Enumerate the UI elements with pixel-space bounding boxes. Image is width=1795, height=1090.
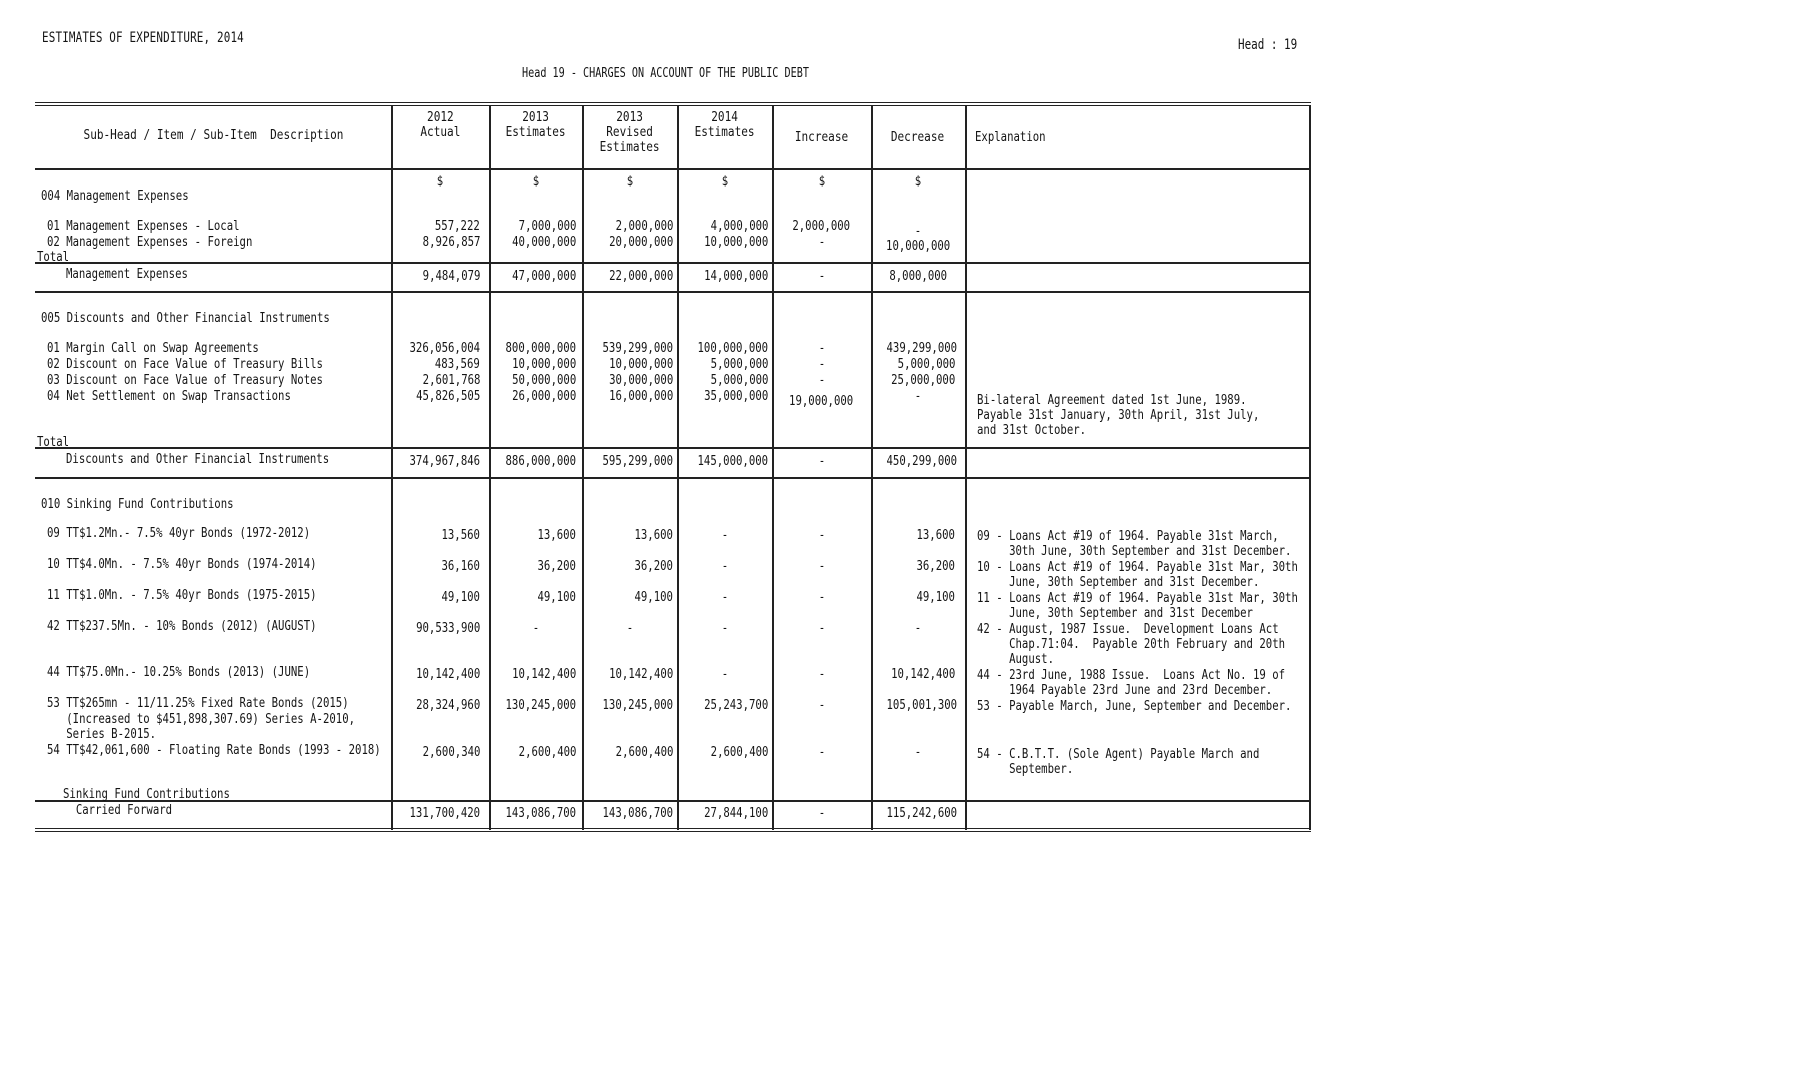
- explanation-text: 53 - Payable March, June, September and December.: [977, 699, 1292, 714]
- currency-symbol: $: [818, 174, 825, 189]
- total-2014-estimates: 27,844,100: [703, 806, 768, 821]
- value-2013-revised: 13,600: [634, 528, 673, 543]
- value-2013-revised: 10,142,400: [608, 667, 673, 682]
- value-decrease: 49,100: [916, 590, 955, 605]
- value-decrease: 25,000,000: [890, 373, 955, 388]
- value-2013-estimates: 800,000,000: [505, 341, 576, 356]
- value-2013-revised: 2,600,400: [615, 745, 673, 760]
- value-2014-estimates: -: [721, 590, 728, 605]
- value-decrease: -: [914, 224, 922, 239]
- value-2012-actual: 326,056,004: [409, 341, 480, 356]
- currency-symbol: $: [626, 174, 633, 189]
- total-description: Management Expenses: [66, 267, 188, 282]
- item-description: 04 Net Settlement on Swap Transactions: [47, 389, 291, 404]
- value-2013-estimates: -: [532, 621, 539, 636]
- total-2013-estimates: 47,000,000: [511, 269, 576, 284]
- total-2014-estimates: 14,000,000: [703, 269, 768, 284]
- item-description: 10 TT$4.0Mn. - 7.5% 40yr Bonds (1974-2014): [47, 557, 317, 572]
- value-2013-revised: 2,000,000: [615, 219, 673, 234]
- col-header-2013-revised: 2013 Revised Estimates: [599, 109, 660, 155]
- value-2013-estimates: 2,600,400: [518, 745, 576, 760]
- value-2012-actual: 36,160: [441, 559, 480, 574]
- item-description: 03 Discount on Face Value of Treasury Notes: [47, 373, 323, 388]
- explanation-text: 54 - C.B.T.T. (Sole Agent) Payable March and September.: [977, 747, 1260, 777]
- total-2013-estimates: 886,000,000: [505, 454, 576, 469]
- total-2013-revised: 595,299,000: [602, 454, 673, 469]
- item-description: 54 TT$42,061,600 - Floating Rate Bonds (1993 - 2018): [47, 743, 381, 758]
- value-2012-actual: 49,100: [441, 590, 480, 605]
- value-2014-estimates: 25,243,700: [703, 698, 768, 713]
- value-2014-estimates: -: [721, 621, 728, 636]
- explanation-text: 10 - Loans Act #19 of 1964. Payable 31st Mar, 30th June, 30th September and 31st December.: [977, 560, 1298, 590]
- currency-symbol: $: [914, 174, 922, 189]
- rule: [35, 447, 1311, 449]
- total-increase: -: [818, 454, 825, 469]
- currency-symbol: $: [721, 174, 728, 189]
- col-header-description: Sub-Head / Item / Sub-Item Description: [83, 127, 343, 143]
- col-header-2013-estimates: 2013 Estimates: [505, 109, 566, 140]
- value-increase: -: [818, 745, 825, 760]
- head-number: Head : 19: [1238, 37, 1298, 53]
- total-description: Discounts and Other Financial Instruments: [66, 452, 330, 467]
- rule: [35, 262, 1311, 264]
- value-decrease: -: [914, 389, 922, 404]
- value-2013-revised: 130,245,000: [602, 698, 673, 713]
- value-2013-revised: 20,000,000: [608, 235, 673, 250]
- expenditure-table: [35, 102, 1311, 832]
- value-decrease: -: [914, 745, 922, 760]
- value-decrease: 10,000,000: [885, 239, 951, 254]
- item-description: 01 Management Expenses - Local: [47, 219, 240, 234]
- explanation-text: 11 - Loans Act #19 of 1964. Payable 31st Mar, 30th June, 30th September and 31st December: [977, 591, 1298, 621]
- rule: [35, 291, 1311, 293]
- value-2013-estimates: 50,000,000: [511, 373, 576, 388]
- subhead-title: 005 Discounts and Other Financial Instruments: [41, 311, 330, 326]
- item-description: 42 TT$237.5Mn. - 10% Bonds (2012) (AUGUST): [47, 619, 317, 634]
- value-decrease: 5,000,000: [897, 357, 955, 372]
- col-header-increase: Increase: [794, 129, 849, 145]
- value-2014-estimates: 35,000,000: [703, 389, 768, 404]
- value-2013-revised: 10,000,000: [608, 357, 673, 372]
- value-2012-actual: 13,560: [441, 528, 480, 543]
- total-2012-actual: 9,484,079: [422, 269, 480, 284]
- value-2014-estimates: 10,000,000: [703, 235, 768, 250]
- item-description: 01 Margin Call on Swap Agreements: [47, 341, 259, 356]
- explanation-text: 42 - August, 1987 Issue. Development Loans Act Chap.71:04. Payable 20th February and 20th August.: [977, 622, 1286, 667]
- item-description: 11 TT$1.0Mn. - 7.5% 40yr Bonds (1975-2015): [47, 588, 317, 603]
- subhead-title: 010 Sinking Fund Contributions: [41, 497, 234, 512]
- total-label: Total: [37, 250, 70, 265]
- total-increase: -: [818, 269, 825, 284]
- value-increase: -: [818, 373, 825, 388]
- value-2014-estimates: 5,000,000: [710, 357, 768, 372]
- total-increase: -: [818, 806, 825, 821]
- value-2013-revised: 539,299,000: [602, 341, 673, 356]
- total-2012-actual: 374,967,846: [409, 454, 480, 469]
- col-header-2012-actual: 2012 Actual: [419, 109, 461, 140]
- value-2012-actual: 483,569: [435, 357, 480, 372]
- currency-symbol: $: [436, 174, 444, 189]
- total-2013-revised: 143,086,700: [602, 806, 673, 821]
- value-2013-revised: 36,200: [634, 559, 673, 574]
- value-2013-estimates: 49,100: [537, 590, 576, 605]
- value-2012-actual: 28,324,960: [415, 698, 480, 713]
- value-2014-estimates: 100,000,000: [697, 341, 768, 356]
- value-decrease: 105,001,300: [886, 698, 958, 713]
- rule: [35, 477, 1311, 479]
- value-increase: -: [818, 235, 825, 250]
- value-2013-estimates: 40,000,000: [511, 235, 576, 250]
- value-decrease: 36,200: [916, 559, 955, 574]
- value-increase: -: [818, 528, 825, 543]
- value-decrease: 10,142,400: [890, 667, 955, 682]
- value-decrease: 13,600: [916, 528, 955, 543]
- header-bottom-rule: [35, 168, 1311, 170]
- value-increase: -: [818, 357, 825, 372]
- item-description: 53 TT$265mn - 11/11.25% Fixed Rate Bonds (2015) (Increased to $451,898,307.69) Series A-2010, Series B-2015.: [47, 696, 356, 742]
- column-divider: [965, 106, 967, 830]
- total-decrease: 115,242,600: [886, 806, 958, 821]
- value-increase: -: [818, 667, 825, 682]
- col-header-decrease: Decrease: [891, 129, 945, 145]
- value-decrease: -: [914, 621, 922, 636]
- value-2012-actual: 2,601,768: [422, 373, 480, 388]
- explanation-text: 44 - 23rd June, 1988 Issue. Loans Act No. 19 of 1964 Payable 23rd June and 23rd December.: [977, 668, 1286, 698]
- value-increase: -: [818, 341, 825, 356]
- value-2014-estimates: -: [721, 667, 728, 682]
- total-decrease: 8,000,000: [889, 269, 947, 284]
- value-2014-estimates: -: [721, 528, 728, 543]
- value-2014-estimates: 4,000,000: [710, 219, 768, 234]
- value-2013-estimates: 10,000,000: [511, 357, 576, 372]
- document-header: ESTIMATES OF EXPENDITURE, 2014: [42, 30, 244, 46]
- value-2014-estimates: 5,000,000: [710, 373, 768, 388]
- item-description: 09 TT$1.2Mn.- 7.5% 40yr Bonds (1972-2012): [47, 526, 311, 541]
- subhead-title: 004 Management Expenses: [41, 189, 189, 204]
- page-title: Head 19 - CHARGES ON ACCOUNT OF THE PUBLIC DEBT: [522, 66, 809, 81]
- value-2013-revised: 30,000,000: [608, 373, 673, 388]
- currency-symbol: $: [532, 174, 539, 189]
- col-header-2014-estimates: 2014 Estimates: [694, 109, 755, 140]
- value-2012-actual: 90,533,900: [415, 621, 480, 636]
- value-2013-revised: -: [626, 621, 633, 636]
- total-2013-revised: 22,000,000: [608, 269, 673, 284]
- table-top-rule: [35, 102, 1311, 106]
- value-2013-estimates: 10,142,400: [511, 667, 576, 682]
- value-2013-revised: 49,100: [634, 590, 673, 605]
- value-2013-estimates: 26,000,000: [511, 389, 576, 404]
- item-description: 44 TT$75.0Mn.- 10.25% Bonds (2013) (JUNE): [47, 665, 311, 680]
- item-description: 02 Discount on Face Value of Treasury Bills: [47, 357, 323, 372]
- value-2012-actual: 2,600,340: [422, 745, 480, 760]
- total-2013-estimates: 143,086,700: [505, 806, 576, 821]
- table-right-border: [1309, 106, 1311, 830]
- value-2014-estimates: -: [721, 559, 728, 574]
- explanation-text: Bi-lateral Agreement dated 1st June, 1989. Payable 31st January, 30th April, 31st July, and 31st October.: [977, 393, 1260, 438]
- value-2013-estimates: 130,245,000: [505, 698, 576, 713]
- value-increase: 19,000,000: [789, 394, 854, 409]
- total-decrease: 450,299,000: [886, 454, 958, 469]
- value-2014-estimates: 2,600,400: [710, 745, 768, 760]
- carried-forward-description: Sinking Fund Contributions Carried Forward: [63, 787, 230, 818]
- value-2012-actual: 45,826,505: [415, 389, 480, 404]
- value-2013-revised: 16,000,000: [608, 389, 673, 404]
- value-increase: 2,000,000: [792, 219, 851, 234]
- total-2014-estimates: 145,000,000: [697, 454, 768, 469]
- col-header-explanation: Explanation: [975, 130, 1046, 145]
- total-label: Total: [37, 435, 70, 450]
- value-2013-estimates: 13,600: [537, 528, 576, 543]
- value-increase: -: [818, 621, 825, 636]
- value-2013-estimates: 7,000,000: [518, 219, 576, 234]
- value-2012-actual: 557,222: [435, 219, 480, 234]
- value-increase: -: [818, 559, 825, 574]
- item-description: 02 Management Expenses - Foreign: [47, 235, 253, 250]
- table-bottom-rule: [35, 828, 1311, 832]
- value-2013-estimates: 36,200: [537, 559, 576, 574]
- value-2012-actual: 8,926,857: [422, 235, 480, 250]
- value-decrease: 439,299,000: [886, 341, 958, 356]
- value-increase: -: [818, 590, 825, 605]
- explanation-text: 09 - Loans Act #19 of 1964. Payable 31st March, 30th June, 30th September and 31st December.: [977, 529, 1292, 559]
- total-2012-actual: 131,700,420: [409, 806, 480, 821]
- value-2012-actual: 10,142,400: [415, 667, 480, 682]
- value-increase: -: [818, 698, 825, 713]
